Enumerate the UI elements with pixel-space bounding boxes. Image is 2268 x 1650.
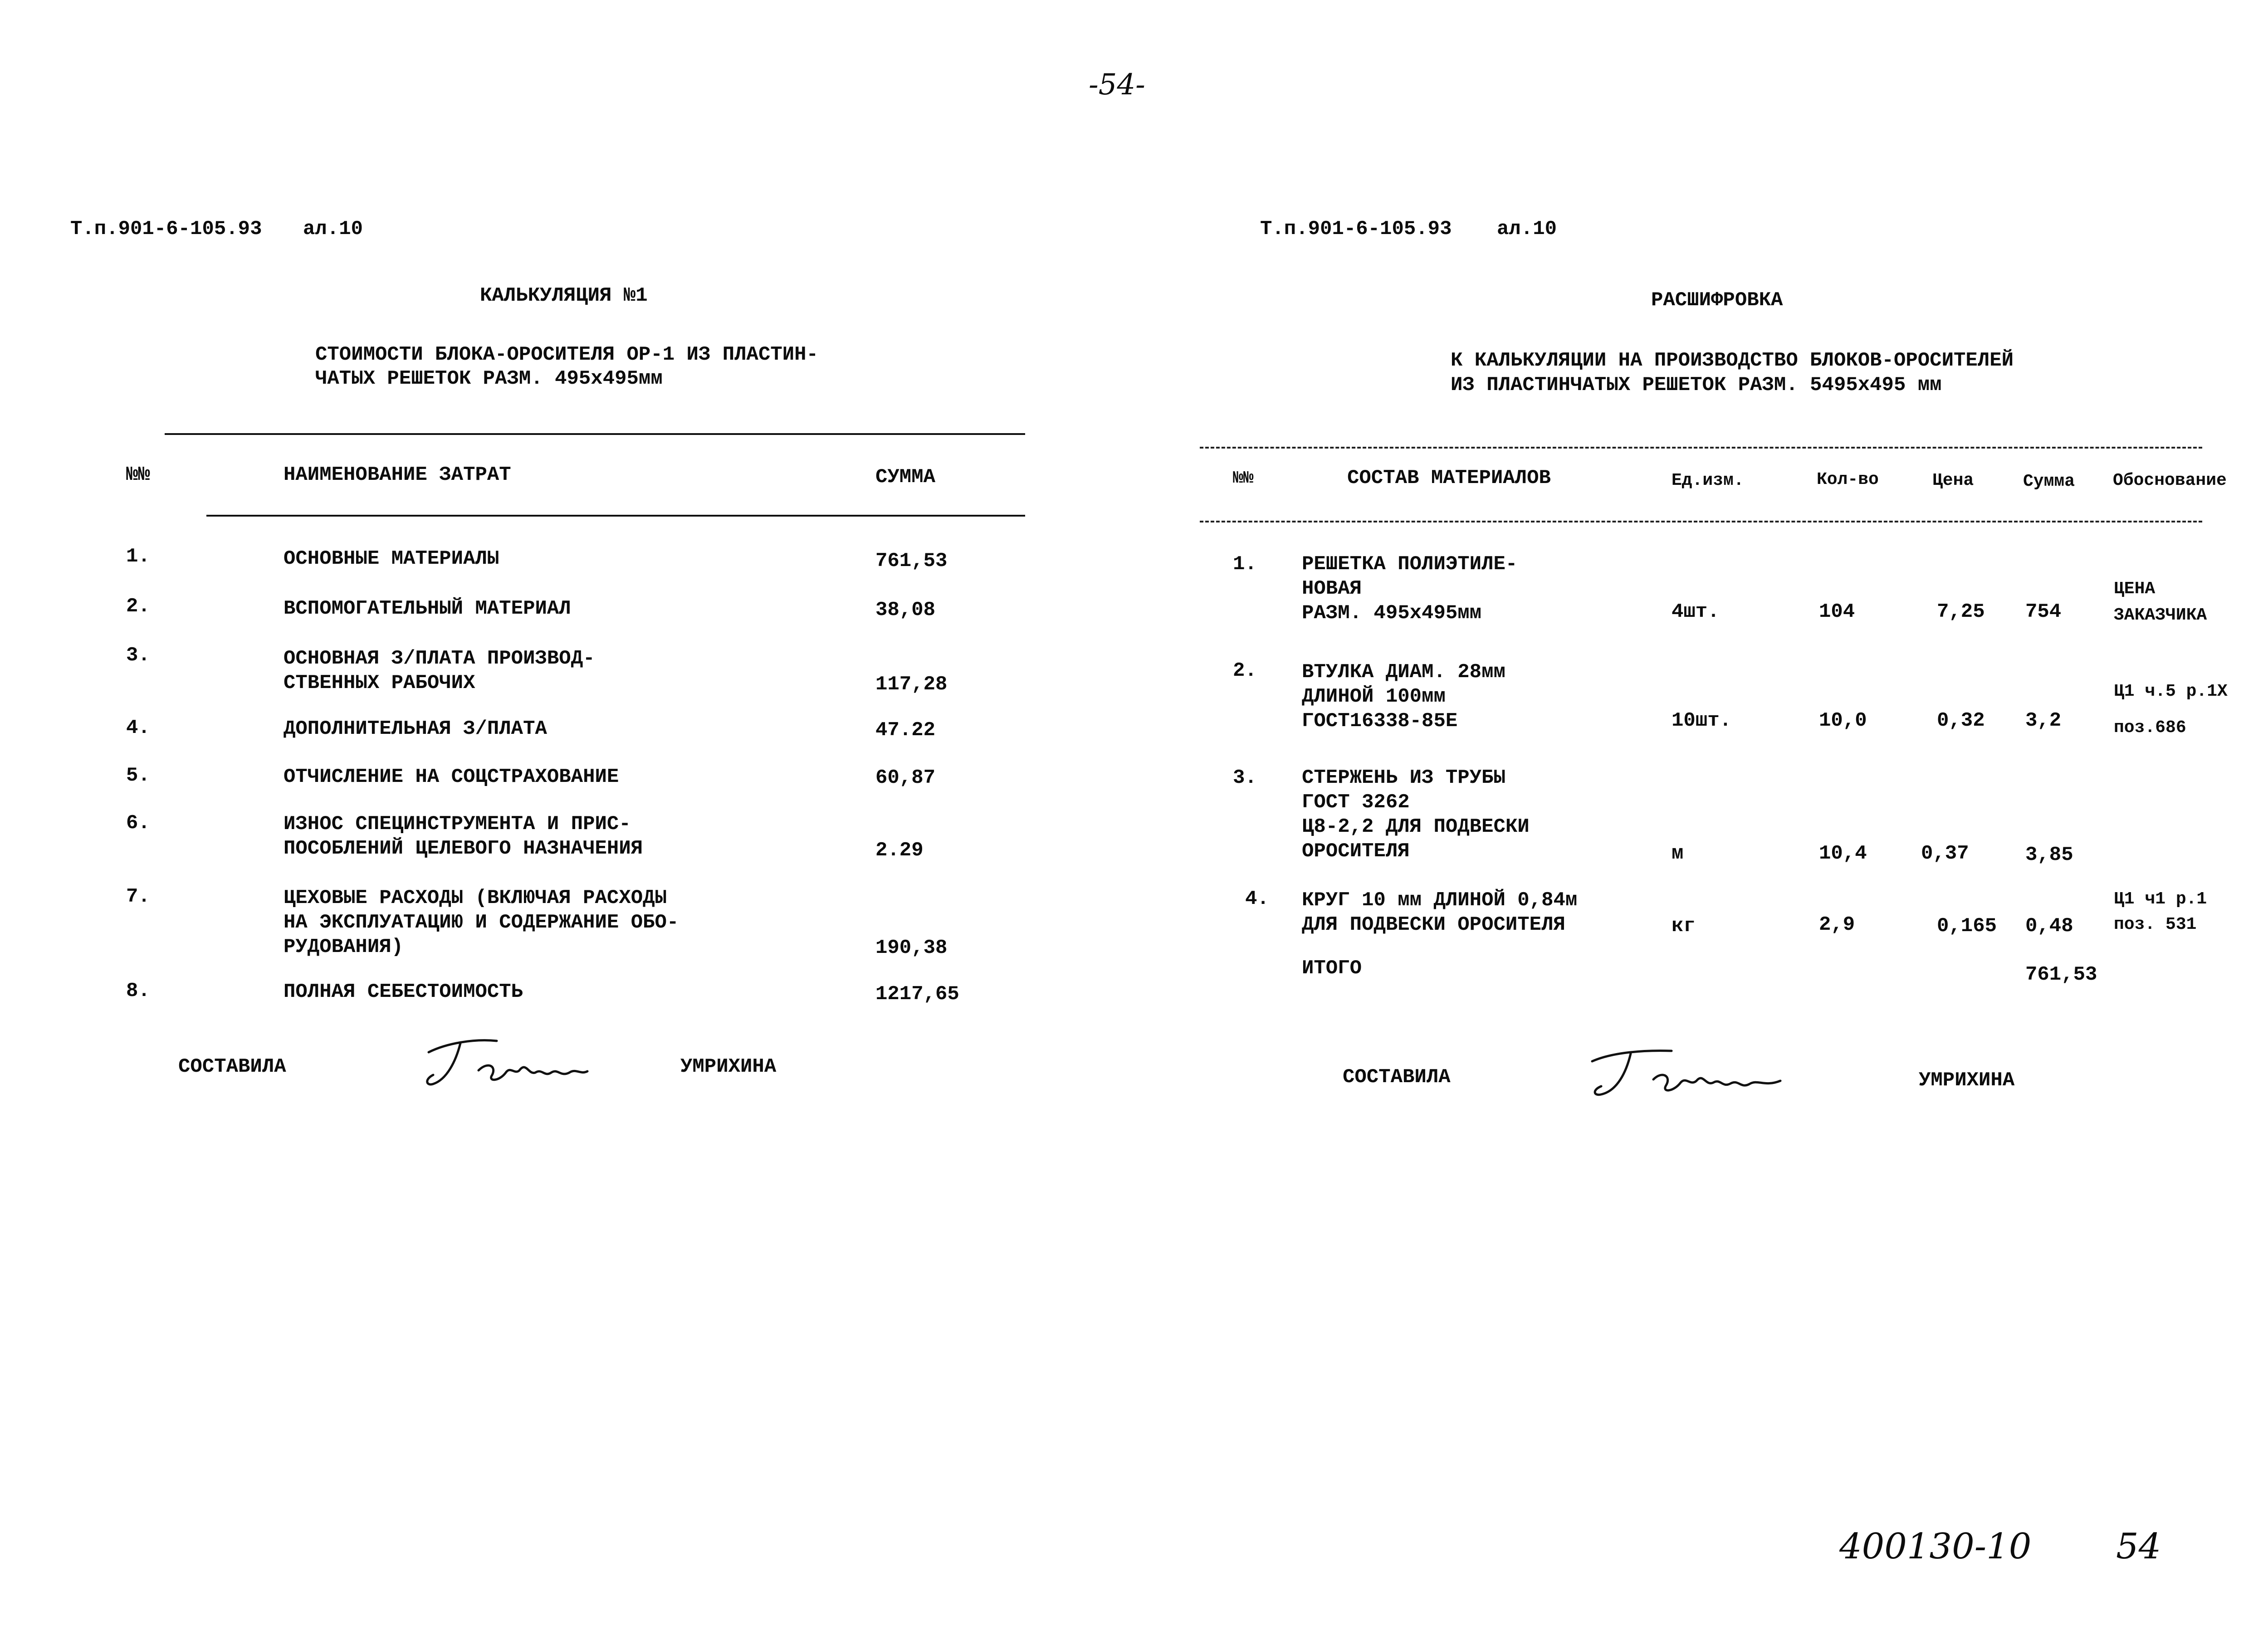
- left-table-header-rule: [206, 515, 1025, 517]
- table-row-num: 1.: [1233, 553, 1257, 576]
- table-row-material: ВТУЛКА ДИАМ. 28мм ДЛИНОЙ 100мм ГОСТ16338-85Е: [1302, 661, 1505, 732]
- table-row-num: 5.: [126, 764, 150, 787]
- table-row-price: 0,32: [1937, 709, 1985, 732]
- left-col-num: №№: [126, 464, 150, 486]
- table-row-unit: 10шт.: [1672, 709, 1732, 732]
- table-row-sum: 38,08: [875, 599, 936, 621]
- right-col-material: СОСТАВ МАТЕРИАЛОВ: [1347, 467, 1551, 489]
- table-row-name: ВСПОМОГАТЕЛЬНЫЙ МАТЕРИАЛ: [284, 597, 571, 620]
- table-row-num: 4.: [126, 717, 150, 739]
- table-row-basis: Ц1 ч1 р.1 поз. 531: [2114, 889, 2207, 934]
- table-row-price: 7,25: [1937, 600, 1985, 623]
- table-row-price: 0,37: [1921, 842, 1969, 865]
- table-row-num: 8.: [126, 980, 150, 1002]
- total-label: ИТОГО: [1302, 957, 1362, 980]
- table-row-sum: 3,2: [2025, 709, 2062, 732]
- table-row-name: ОТЧИСЛЕНИЕ НА СОЦСТРАХОВАНИЕ: [284, 766, 619, 788]
- table-row-material: РЕШЕТКА ПОЛИЭТИЛЕ- НОВАЯ РАЗМ. 495х495мм: [1302, 553, 1518, 625]
- left-signature-label: СОСТАВИЛА: [178, 1055, 286, 1078]
- table-row-material: СТЕРЖЕНЬ ИЗ ТРУБЫ ГОСТ 3262 Ц8-2,2 ДЛЯ ПОДВЕСКИ ОРОСИТЕЛЯ: [1302, 766, 1530, 863]
- left-subtitle-line2: ЧАТЫХ РЕШЕТОК РАЗМ. 495х495мм: [315, 367, 663, 390]
- table-row-num: 4.: [1245, 888, 1269, 910]
- table-row-num: 2.: [1233, 659, 1257, 682]
- table-row-material: КРУГ 10 мм ДЛИНОЙ 0,84м ДЛЯ ПОДВЕСКИ ОРОСИТЕЛЯ: [1302, 889, 1578, 936]
- table-row-sum: 761,53: [875, 550, 948, 572]
- right-doc-ref: Т.п.901-6-105.93: [1260, 218, 1452, 240]
- right-col-price: Цена: [1932, 471, 1974, 490]
- right-subtitle-line1: К КАЛЬКУЛЯЦИИ НА ПРОИЗВОДСТВО БЛОКОВ-ОРОСИТЕЛЕЙ: [1451, 349, 2014, 372]
- table-row-num: 7.: [126, 885, 150, 908]
- right-col-unit: Ед.изм.: [1672, 471, 1744, 490]
- bottom-page-mark: 54: [2116, 1526, 2161, 1567]
- left-col-sum: СУММА: [875, 466, 936, 488]
- page-number-top: -54-: [1089, 68, 1145, 102]
- left-subtitle-line1: СТОИМОСТИ БЛОКА-ОРОСИТЕЛЯ ОР-1 ИЗ ПЛАСТИН-: [315, 343, 818, 366]
- table-row-sum: 2.29: [875, 839, 924, 862]
- table-row-name: ОСНОВНАЯ З/ПЛАТА ПРОИЗВОД- СТВЕННЫХ РАБОЧИХ: [284, 647, 595, 694]
- total-sum: 761,53: [2025, 963, 2097, 986]
- left-table-top-rule: [165, 433, 1025, 435]
- left-doc-ref: Т.п.901-6-105.93: [70, 218, 262, 240]
- table-row-qty: 10,4: [1819, 842, 1867, 865]
- table-row-name: ЦЕХОВЫЕ РАСХОДЫ (ВКЛЮЧАЯ РАСХОДЫ НА ЭКСПЛУАТАЦИЮ И СОДЕРЖАНИЕ ОБО- РУДОВАНИЯ): [284, 887, 679, 958]
- table-row-unit: кг: [1672, 915, 1696, 937]
- right-col-sum: Сумма: [2023, 472, 2075, 491]
- table-row-qty: 10,0: [1819, 709, 1867, 732]
- table-row-name: ДОПОЛНИТЕЛЬНАЯ З/ПЛАТА: [284, 718, 547, 740]
- table-row-sum: 0,48: [2025, 915, 2073, 937]
- right-subtitle-line2: ИЗ ПЛАСТИНЧАТЫХ РЕШЕТОК РАЗМ. 5495х495 мм: [1451, 374, 1942, 396]
- table-row-num: 6.: [126, 812, 150, 835]
- right-signature-label: СОСТАВИЛА: [1343, 1066, 1451, 1089]
- table-row-price: 0,165: [1937, 915, 1997, 937]
- right-col-num: №№: [1233, 469, 1254, 488]
- left-col-name: НАИМЕНОВАНИЕ ЗАТРАТ: [284, 464, 511, 486]
- table-row-sum: 1217,65: [875, 983, 959, 1006]
- right-table-header-rule: [1200, 521, 2202, 522]
- table-row-qty: 2,9: [1819, 913, 1855, 936]
- table-row-sum: 754: [2025, 600, 2062, 623]
- right-table-top-rule: [1200, 447, 2202, 449]
- table-row-num: 3.: [1233, 766, 1257, 789]
- table-row-num: 2.: [126, 595, 150, 618]
- right-signature-scribble: [1585, 1041, 1785, 1104]
- table-row-unit: 4шт.: [1672, 600, 1720, 623]
- table-row-sum: 3,85: [2025, 844, 2073, 866]
- left-title: КАЛЬКУЛЯЦИЯ №1: [480, 284, 648, 307]
- table-row-name: ОСНОВНЫЕ МАТЕРИАЛЫ: [284, 547, 499, 570]
- right-col-qty: Кол-во: [1817, 470, 1879, 489]
- table-row-name: ИЗНОС СПЕЦИНСТРУМЕНТА И ПРИС- ПОСОБЛЕНИЙ ЦЕЛЕВОГО НАЗНАЧЕНИЯ: [284, 813, 643, 860]
- table-row-unit: м: [1672, 842, 1684, 865]
- table-row-basis: ЦЕНА ЗАКАЗЧИКА: [2114, 579, 2207, 625]
- table-row-sum: 60,87: [875, 766, 936, 789]
- table-row-basis: Ц1 ч.5 р.1Х поз.686: [2114, 682, 2228, 737]
- table-row-sum: 190,38: [875, 937, 948, 959]
- left-signature-scribble: [420, 1030, 590, 1093]
- table-row-num: 3.: [126, 644, 150, 667]
- table-row-qty: 104: [1819, 600, 1855, 623]
- right-col-basis: Обоснование: [2113, 471, 2227, 490]
- table-row-sum: 117,28: [875, 673, 948, 696]
- table-row-num: 1.: [126, 545, 150, 568]
- right-signature-name: УМРИХИНА: [1919, 1069, 2015, 1092]
- left-sheet: ал.10: [303, 218, 363, 240]
- left-signature-name: УМРИХИНА: [680, 1055, 777, 1078]
- bottom-code-mark: 400130-10: [1839, 1526, 2032, 1567]
- right-title: РАСШИФРОВКА: [1651, 289, 1783, 312]
- table-row-name: ПОЛНАЯ СЕБЕСТОИМОСТЬ: [284, 981, 523, 1003]
- table-row-sum: 47.22: [875, 719, 936, 742]
- right-sheet: ал.10: [1497, 218, 1557, 240]
